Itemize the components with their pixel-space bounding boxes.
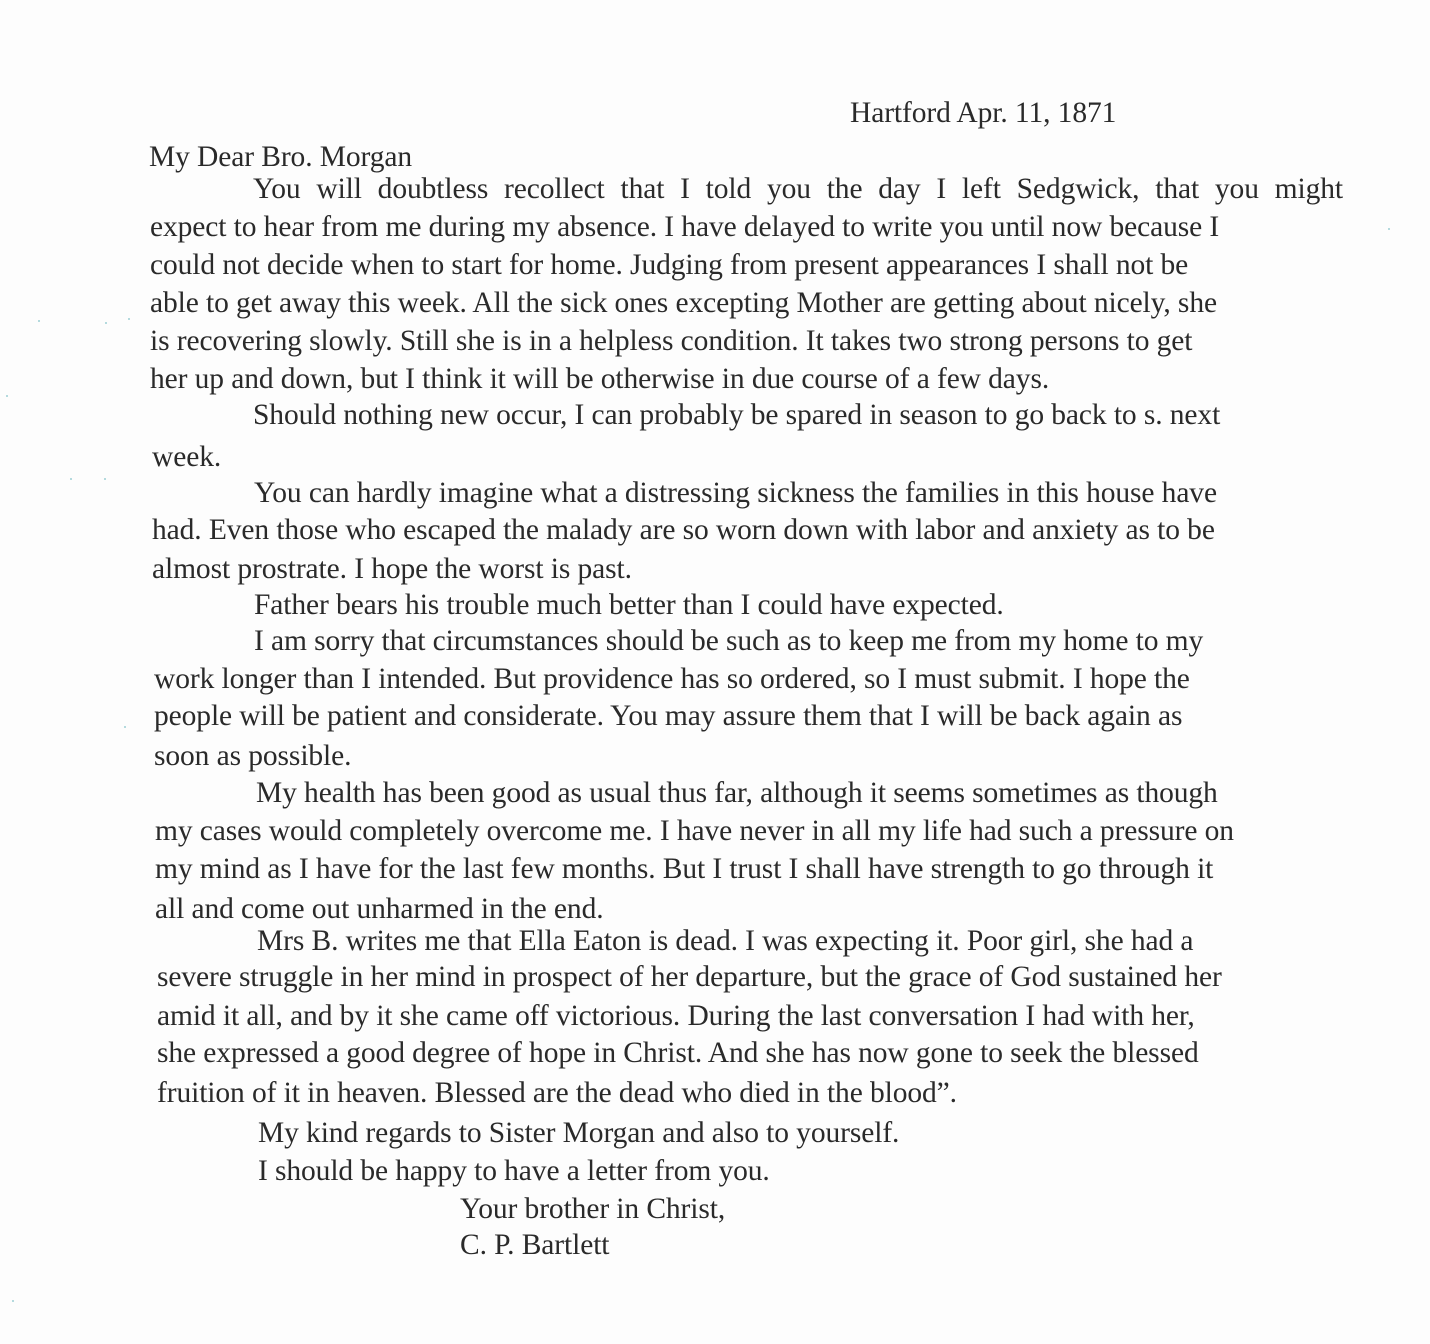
letter-line: she expressed a good degree of hope in Christ. And she has now gone to seek the blessed (157, 1037, 1199, 1069)
letter-line: able to get away this week. All the sick ones excepting Mother are getting about nicely, she (150, 287, 1217, 319)
letter-line: almost prostrate. I hope the worst is past. (152, 553, 632, 585)
signature: C. P. Bartlett (460, 1229, 610, 1261)
letter-line: I am sorry that circumstances should be such as to keep me from my home to my (254, 625, 1204, 657)
scan-speck (38, 320, 40, 322)
letter-line: Should nothing new occur, I can probably be spared in season to go back to s. next (253, 399, 1221, 431)
letter-line: My health has been good as usual thus far, although it seems sometimes as though (256, 777, 1218, 809)
letter-line: I should be happy to have a letter from you. (258, 1155, 770, 1187)
letter-line: her up and down, but I think it will be otherwise in due course of a few days. (150, 363, 1050, 395)
letter-line: all and come out unharmed in the end. (155, 893, 604, 925)
letter-line: You will doubtless recollect that I told you the day I left Sedgwick, that you might (253, 173, 1343, 205)
letter-line: my cases would completely overcome me. I have never in all my life had such a pressure on (155, 815, 1234, 847)
scan-speck (1388, 228, 1390, 230)
letter-line: is recovering slowly. Still she is in a helpless condition. It takes two strong persons to get (150, 325, 1193, 357)
scan-speck (128, 318, 130, 320)
letter-line: soon as possible. (154, 740, 352, 772)
letter-line: expect to hear from me during my absence. I have delayed to write you until now because I (150, 211, 1220, 243)
letter-line: my mind as I have for the last few months. But I trust I shall have strength to go through it (155, 853, 1214, 885)
scan-speck (6, 395, 8, 397)
letter-line: people will be patient and considerate. You may assure them that I will be back again as (154, 700, 1183, 732)
letter-line: You can hardly imagine what a distressing sickness the families in this house have (254, 477, 1217, 509)
scan-speck (12, 1300, 14, 1302)
scan-speck (70, 478, 72, 480)
letter-line: Mrs B. writes me that Ella Eaton is dead. I was expecting it. Poor girl, she had a (257, 925, 1194, 957)
scan-speck (105, 322, 107, 324)
letter-line: work longer than I intended. But providence has so ordered, so I must submit. I hope the (154, 663, 1190, 695)
salutation: My Dear Bro. Morgan (149, 141, 413, 173)
letter-line: could not decide when to start for home. Judging from present appearances I shall not be (150, 249, 1189, 281)
letter-line: week. (152, 441, 222, 473)
scan-speck (124, 726, 126, 728)
letter-line: Father bears his trouble much better than I could have expected. (254, 589, 1004, 621)
letter-line: My kind regards to Sister Morgan and also to yourself. (258, 1117, 900, 1149)
closing: Your brother in Christ, (460, 1193, 726, 1225)
dateline: Hartford Apr. 11, 1871 (850, 97, 1117, 129)
letter-line: severe struggle in her mind in prospect of her departure, but the grace of God sustained her (157, 961, 1222, 993)
letter-line: amid it all, and by it she came off victorious. During the last conversation I had with her, (157, 1000, 1195, 1032)
letter-line: fruition of it in heaven. Blessed are the dead who died in the blood”. (157, 1077, 957, 1109)
scan-speck (104, 478, 106, 480)
letter-line: had. Even those who escaped the malady are so worn down with labor and anxiety as to be (152, 514, 1215, 546)
